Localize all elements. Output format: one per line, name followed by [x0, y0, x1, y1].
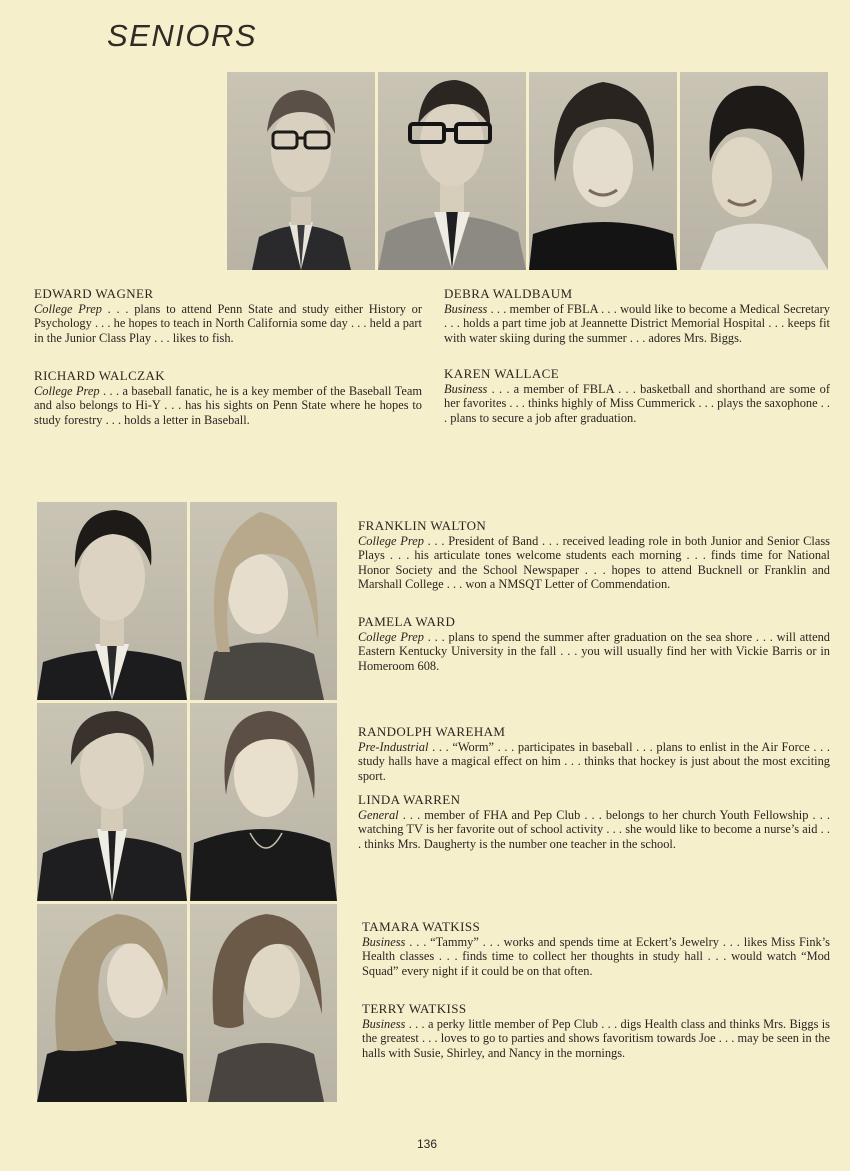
student-entry-debra-waldbaum [444, 287, 830, 345]
student-program: Business [444, 302, 488, 317]
student-entry-pamela-ward [358, 615, 830, 673]
student-description: . . . plans to attend Penn State and study either History or Psychology . . . he hopes to teach in North California some day . . . held a part in the Junior Class Play . . . likes to fish. [34, 302, 422, 345]
student-name: DEBRA WALDBAUM [444, 286, 573, 301]
student-description: . . . member of FBLA . . . would like to become a Medical Secretary . . . holds a part time job at Jeannette District Memorial Hospital . . . keeps fit with water skiing during the summer . . . adores Mrs. Biggs. [444, 302, 830, 345]
student-name: EDWARD WAGNER [34, 286, 154, 301]
portrait-linda-warren [190, 703, 337, 901]
student-description: . . . a baseball fanatic, he is a key member of the Baseball Team and also belongs to Hi-Y . . . has his sights on Penn State where he hopes to study forestry . . . holds a letter in Baseball. [34, 384, 423, 427]
page-title: SENIORS [107, 18, 258, 53]
student-entry-tamara-watkiss [362, 920, 830, 978]
student-name: LINDA WARREN [358, 792, 461, 807]
student-description: . . . President of Band . . . received leading role in both Junior and Senior Class Plays . . . his articulate tones welcome students each morning . . . finds time for National Honor Society and the School Newspaper . . . hopes to attend Bucknell or Franklin and Marshall College . . . won a NMSQT Letter of Commendation. [358, 534, 831, 591]
student-entry-karen-wallace [444, 367, 830, 425]
student-entry-richard-walczak [34, 369, 422, 427]
portrait-franklin-walton [37, 502, 187, 700]
student-name: TAMARA WATKISS [362, 919, 481, 934]
portrait-debra-waldbaum [529, 72, 677, 270]
student-program: College Prep [358, 630, 424, 645]
student-program: Business [362, 1017, 406, 1032]
student-name: RANDOLPH WAREHAM [358, 724, 506, 739]
student-program: Business [362, 935, 406, 950]
student-name: PAMELA WARD [358, 614, 456, 629]
student-description: . . . “Tammy” . . . works and spends time at Eckert’s Jewelry . . . likes Miss Fink’s Health classes . . . finds time to collect her thoughts in study hall . . . would watch “Mod Squad” every night if it could be on that often. [362, 935, 830, 978]
student-entry-edward-wagner [34, 287, 422, 345]
portrait-randolph-wareham [37, 703, 187, 901]
student-description: . . . a member of FBLA . . . basketball and shorthand are some of her favorites . . . thinks highly of Miss Cummerick . . . plays the saxophone . . . plans to secure a job after graduation. [444, 382, 830, 425]
student-program: Pre-Industrial [358, 740, 429, 755]
portrait-richard-walczak [378, 72, 526, 270]
student-entry-terry-watkiss [362, 1002, 830, 1060]
portrait-karen-wallace [680, 72, 828, 270]
student-name: FRANKLIN WALTON [358, 518, 487, 533]
student-program: College Prep [34, 302, 102, 317]
student-description: . . . a perky little member of Pep Club . . . digs Health class and thinks Mrs. Biggs is the greatest . . . loves to go to parties and shows favoritism towards Joe . . . may be seen in the halls with Susie, Shirley, and Nancy in the mornings. [362, 1017, 830, 1060]
student-name: RICHARD WALCZAK [34, 368, 166, 383]
portrait-tamara-watkiss [37, 904, 187, 1102]
student-entry-franklin-walton [358, 519, 830, 591]
student-entry-linda-warren [358, 793, 830, 851]
student-name: TERRY WATKISS [362, 1001, 467, 1016]
student-program: College Prep [34, 384, 100, 399]
page-number: 136 [417, 1137, 438, 1151]
student-description: . . . “Worm” . . . participates in baseball . . . plans to enlist in the Air Force . . . study halls have a magical effect on him . . . thinks that hockey is just about the most exciting sport. [358, 740, 830, 783]
student-program: General [358, 808, 399, 823]
student-description: . . . member of FHA and Pep Club . . . belongs to her church Youth Fellowship . . . watching TV is her favorite out of school activity . . . she would like to become a nurse’s aid . . . thinks Mrs. Daugherty is the number one teacher in the school. [358, 808, 830, 851]
student-entry-randolph-wareham [358, 725, 830, 783]
student-program: Business [444, 382, 488, 397]
portrait-edward-wagner [227, 72, 375, 270]
portrait-terry-watkiss [190, 904, 337, 1102]
student-description: . . . plans to spend the summer after graduation on the sea shore . . . will attend Eastern Kentucky University in the fall . . . you will usually find her with Vickie Barris or in Homeroom 608. [358, 630, 830, 673]
portrait-pamela-ward [190, 502, 337, 700]
student-program: College Prep [358, 534, 424, 549]
student-name: KAREN WALLACE [444, 366, 560, 381]
